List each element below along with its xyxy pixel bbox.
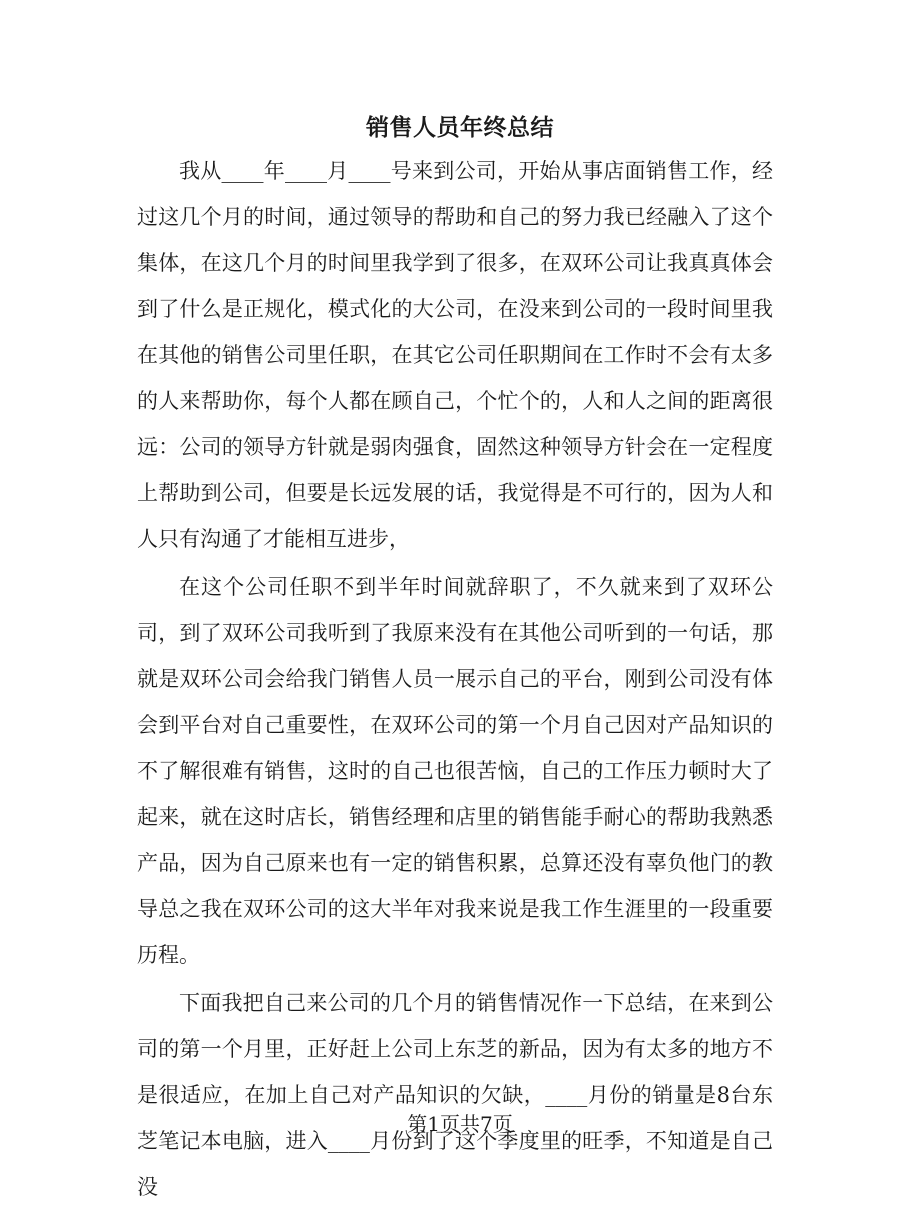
paragraph-1: 我从____年____月____号来到公司，开始从事店面销售工作，经过这几个月的时间，通过领导的帮助和自己的努力我已经融入了这个集体，在这几个月的时间里我学到了很多，在双环公司让我真真体会到了什么是正规化，模式化的大公司，在没来到公司的一段时间里我在其他的销售公司里任职，在其它公司任职期间在工作时不会有太多的人来帮助你，每个人都在顾自己，个忙个的，人和人之间的距离很远：公司的领导方针就是弱肉强食，固然这种领导方针会在一定程度上帮助到公司，但要是长远发展的话，我觉得是不可行的，因为人和人只有沟通了才能相互进步， [137, 159, 773, 551]
page-number-footer: 第1页共7页 [407, 1112, 513, 1136]
document-title: 销售人员年终总结 [366, 114, 554, 141]
paragraph-3: 下面我把自己来公司的几个月的销售情况作一下总结，在来到公司的第一个月里，正好赶上公司上东芝的新品，因为有太多的地方不是很适应，在加上自己对产品知识的欠缺，____月份的销量是8台东芝笔记本电脑，进入____月份到了这个季度里的旺季，不知道是自己没 [137, 991, 773, 1199]
paragraph-2: 在这个公司任职不到半年时间就辞职了，不久就来到了双环公司，到了双环公司我听到了我原来没有在其他公司听到的一句话，那就是双环公司会给我门销售人员一展示自己的平台，刚到公司没有体会到平台对自己重要性，在双环公司的第一个月自己因对产品知识的不了解很难有销售，这时的自己也很苦恼，自己的工作压力顿时大了起来，就在这时店长，销售经理和店里的销售能手耐心的帮助我熟悉产品，因为自己原来也有一定的销售积累，总算还没有辜负他门的教导总之我在双环公司的这大半年对我来说是我工作生涯里的一段重要历程。 [137, 575, 773, 967]
document-body [137, 148, 773, 1210]
